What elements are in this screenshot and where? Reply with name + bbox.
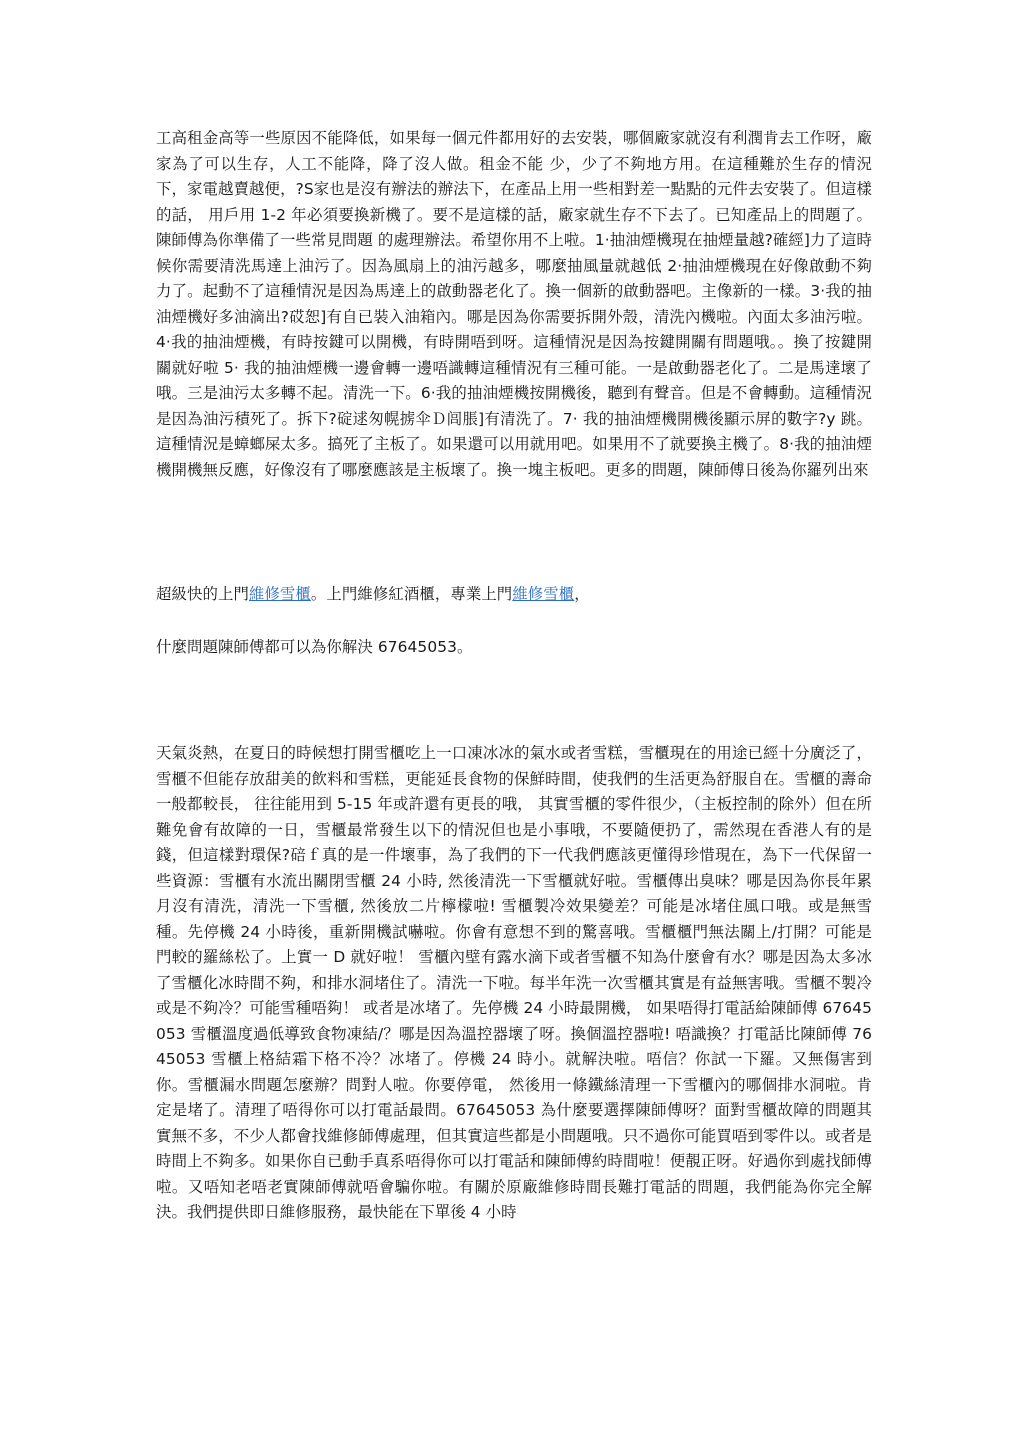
service-links-line <box>156 582 872 608</box>
links-middle: 。上門維修紅酒櫃，專業上門 <box>310 585 513 603</box>
fridge-repair-link-1[interactable]: 維修雪櫃 <box>248 585 311 603</box>
phone-line <box>156 635 872 661</box>
links-prefix: 超級快的上門 <box>156 585 249 603</box>
links-suffix: ， <box>574 585 590 603</box>
phone-text: 什麼問題陳師傅都可以為你解決 67645053。 <box>156 638 473 656</box>
fridge-paragraph-block <box>156 741 872 1226</box>
fridge-paragraph: 天氣炎熱，在夏日的時候想打開雪櫃吃上一口凍冰冰的氣水或者雪糕，雪櫃現在的用途已經十分廣泛了，雪櫃不但能存放甜美的飲料和雪糕，更能延長食物的保鮮時間，使我們的生活更為舒服自在。雪櫃的壽命一般都較長， 往往能用到 5-15 年或許還有更長的哦， 其實雪櫃的零件很少，（主板控制的除外）但在所難免會有故障的一日，雪櫃最常發生以下的情況但也是小事哦，不要隨便扔了，需然現在香港人有的是錢，但這樣對環保?碚ｆ真的是一件壞事，為了我們的下一代我們應該更懂得珍惜現在，為下一代保留一些資源：雪櫃有水流出關閉雪櫃 24 小時, 然後清洗一下雪櫃就好啦。雪櫃傳出臭味？哪是因為你長年累月沒有清洗，清洗一下雪櫃, 然後放二片檸檬啦! 雪櫃製冷效果變差？可能是冰堵住風口哦。或是無雪種。先停機 24 小時後，重新開機試嚇啦。你會有意想不到的驚喜哦。雪櫃櫃門無法關上/打開？可能是門較的羅絲松了。上實一 D 就好啦！ 雪櫃內壁有露水滴下或者雪櫃不知為什麼會有水？哪是因為太多冰了雪櫃化冰時間不夠，和排水洞堵住了。清洗一下啦。每半年洗一次雪櫃其實是有益無害哦。雪櫃不製冷或是不夠冷？可能雪種唔夠！ 或者是冰堵了。先停機 24 小時最開機， 如果唔得打電話給陳師傅 67645053 雪櫃溫度過低導致食物凍結/？哪是因為溫控器壞了呀。換個溫控器啦! 唔識換？打電話比陳師傅 7645053 雪櫃上格結霜下格不冷？冰堵了。停機 24 時小。就解決啦。唔信？你試一下羅。又無傷害到你。雪櫃漏水問題怎麼辦？問對人啦。你要停電， 然後用一條鐵絲清理一下雪櫃內的哪個排水洞啦。肯定是堵了。清理了唔得你可以打電話最問。67645053 為什麼要選擇陳師傅呀？面對雪櫃故障的問題其實無不多，不少人都會找維修師傅處理，但其實這些都是小問題哦。只不過你可能買唔到零件以。或者是時間上不夠多。如果你自已動手真系唔得你可以打電話和陳師傅約時間啦！便靚正呀。好過你到處找師傅啦。又唔知老唔老實陳師傅就唔會騙你啦。有關於原廠維修時間長難打電話的問題，我們能為你完全解決。我們提供即日維修服務，最快能在下單後 4 小時 <box>156 744 872 1221</box>
service-links-paragraph <box>156 582 872 608</box>
fridge-repair-link-2[interactable]: 維修雪櫃 <box>512 585 575 603</box>
range-hood-paragraph-block <box>156 126 872 483</box>
range-hood-paragraph: 工高租金高等一些原因不能降低，如果每一個元件都用好的去安裝，哪個廠家就沒有利潤肯去工作呀，廠家為了可以生存，人工不能降，降了沒人做。租金不能 少，少了不夠地方用。在這種難於生存的情況下，家電越賣越便，?S家也是沒有辦法的辦法下，在產品上用一些相對差一點點的元件去安裝了。但這樣的話， 用戶用 1-2 年必須要換新機了。要不是這樣的話，廠家就生存不下去了。已知產品上的問題了。陳師傅為你準備了一些常見問題 的處理辦法。希望你用不上啦。1·抽油煙機現在抽煙量越?確經]力了這時候你需要清洗馬達上油污了。因為風扇上的油污越多，哪麼抽風量就越低 2·抽油煙機現在好像啟動不夠力了。起動不了這種情況是因為馬達上的啟動器老化了。換一個新的啟動器吧。主像新的一樣。3·我的抽油煙機好多油滴出?砹恕]有自已裝入油箱內。哪是因為你需要拆開外殼，清洗內機啦。內面太多油污啦。4·我的抽油煙機，有時按鍵可以開機，有時開唔到呀。這種情況是因為按鍵開關有問題哦。。換了按鍵開關就好啦 5· 我的抽油煙機一邊會轉一邊唔識轉這種情況有三種可能。一是啟動器老化了。二是馬達壞了哦。三是油污太多轉不起。清洗一下。6·我的抽油煙機按開機後，聽到有聲音。但是不會轉動。這種情況是因為油污積死了。拆下?碇逑匆幌掳伞Ｄ闾脹]有清洗了。7· 我的抽油煙機開機後顯示屏的數字?y 跳。這種情況是蟑螂屎太多。搞死了主板了。如果還可以用就用吧。如果用不了就要換主機了。8·我的抽油煙機開機無反應，好像沒有了哪麼應該是主板壞了。換一塊主板吧。更多的問題，陳師傅日後為你羅列出來 <box>156 129 872 479</box>
